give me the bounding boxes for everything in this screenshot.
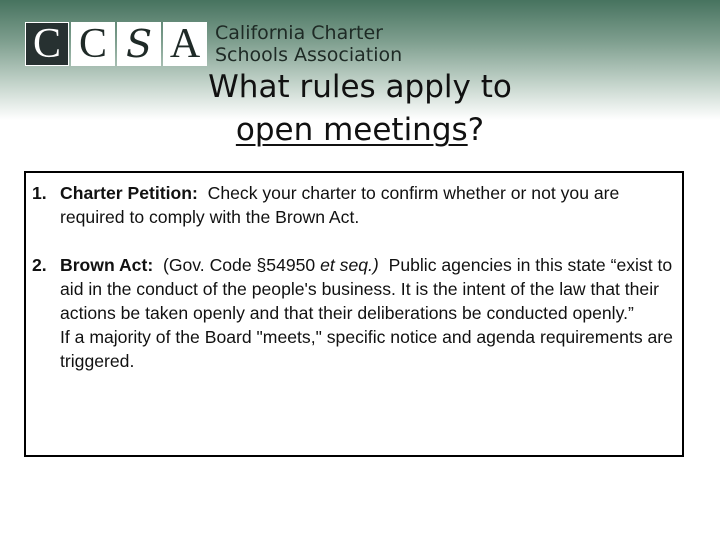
title-underlined-text: open meetings <box>235 112 468 148</box>
org-name-line2: Schools Association <box>215 44 403 66</box>
content-box <box>24 171 684 457</box>
item-body <box>60 253 674 373</box>
citation-prefix: (Gov. Code §54950 <box>162 255 321 275</box>
item-number: 2. <box>32 255 47 275</box>
list-item-charter-petition <box>32 181 674 229</box>
logo-letter-s: S <box>117 22 161 66</box>
logo-letter-a: A <box>163 22 207 66</box>
item-followup-text: If a majority of the Board "meets," specific notice and agenda requirements are triggered. <box>60 327 673 371</box>
item-text: Public agencies in this state “exist to aid in the conduct of the people's business. It is the intent of the law that their actions be taken openly and that their deliberations be conducted openly.” <box>60 255 673 323</box>
org-name-line1: California Charter <box>215 22 383 44</box>
title-question-mark: ? <box>467 112 485 148</box>
title-line2 <box>0 109 720 152</box>
title-line1: What rules apply to <box>208 69 512 105</box>
slide-title <box>0 66 720 152</box>
logo-letter-c2: C <box>71 22 115 66</box>
list-item-brown-act <box>32 253 674 373</box>
logo-letter-c1: C <box>25 22 69 66</box>
item-heading: Charter Petition: <box>60 183 198 203</box>
logo-wordmark <box>215 22 402 66</box>
item-citation <box>163 255 379 275</box>
ccsa-logo <box>25 22 402 66</box>
item-body <box>60 181 674 229</box>
item-number: 1. <box>32 183 47 203</box>
item-heading: Brown Act: <box>60 255 154 275</box>
citation-italic: et seq.) <box>320 255 379 275</box>
item-text: Check your charter to confirm whether or not you are required to comply with the Brown Act. <box>60 183 620 227</box>
